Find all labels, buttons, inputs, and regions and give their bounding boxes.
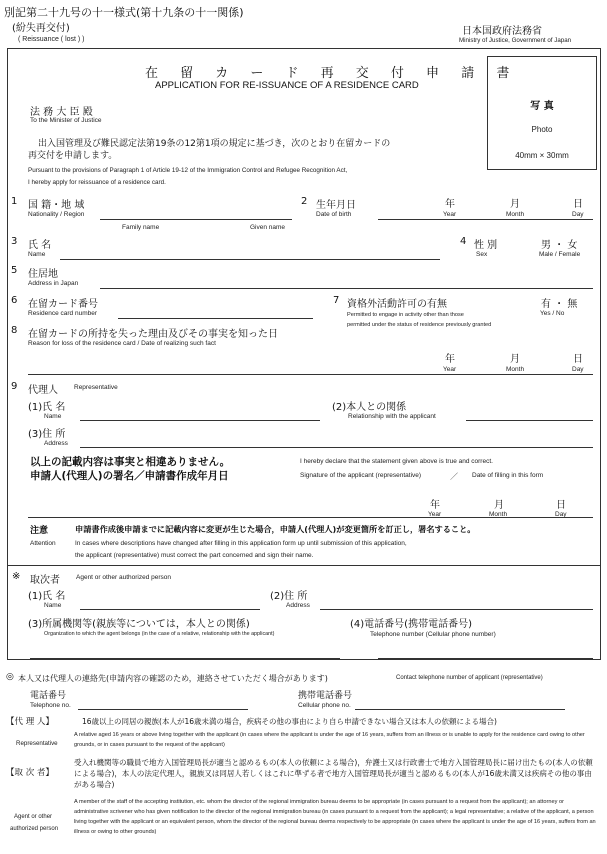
addressee-en: To the Minister of Justice (30, 117, 102, 124)
dob-day-en: Day (572, 211, 584, 218)
attention-en-2: the applicant (representative) must correct the part concerned and sign their name. (75, 552, 314, 559)
contact-mark: ◎ (6, 672, 14, 682)
note-agent-label-jp: 【取 次 者】 (6, 768, 54, 778)
field-3-number: 3 (11, 236, 18, 247)
agency-en: Ministry of Justice, Government of Japan (459, 37, 572, 44)
contact-phone-input[interactable] (78, 709, 248, 710)
dob-month-en: Month (506, 211, 525, 218)
sign-month-jp: 月 (494, 500, 504, 511)
card-number-input[interactable] (118, 318, 313, 319)
photo-label-en: Photo (531, 125, 553, 134)
agent-label-jp: 取次者 (30, 575, 60, 586)
agent-address-label-jp: (2)住 所 (270, 591, 308, 602)
family-name-label: Family name (122, 224, 160, 231)
agent-org-label-jp: (3)所属機関等(親族等については，本人との関係) (28, 619, 250, 630)
reason-month-jp: 月 (510, 354, 520, 365)
note-rep-jp: 16歳以上の同居の親族(本人が16歳未満の場合，疾病その他の事由により自ら申請できない場合又は本人の依頼による場合) (82, 717, 497, 726)
permission-options-jp[interactable]: 有 ・ 無 (541, 299, 578, 310)
declaration-en-slash: ／ (450, 472, 458, 481)
sign-year-jp: 年 (430, 500, 440, 511)
permission-options-en: Yes / No (540, 310, 565, 317)
attention-label-jp: 注意 (30, 526, 49, 536)
preamble-en-1: Pursuant to the provisions of Paragraph 1 of Article 19-12 of the Immigration Control and Refugee Recognition Act, (28, 167, 348, 174)
name-label-jp: 氏 名 (28, 240, 52, 251)
agent-address-input[interactable] (320, 609, 593, 610)
dob-input[interactable] (378, 219, 593, 220)
given-name-label: Given name (250, 224, 286, 231)
sex-label-en: Sex (476, 251, 488, 258)
permission-label-en-1: Permitted to engage in activity other than those (347, 312, 464, 318)
preamble-jp-1: 出入国管理及び難民認定法第19条の12第1項の規定に基づき，次のとおり在留カードの (38, 139, 391, 149)
address-label-jp: 住居地 (28, 269, 58, 280)
form-number: 別記第二十九号の十一様式(第十九条の十一関係) (4, 6, 244, 19)
declaration-en-2: Signature of the applicant (representative) (300, 472, 422, 479)
form-subtitle-en: ( Reissuance ( lost ) ) (18, 36, 85, 43)
note-agent-jp: 受入れ機関等の職員で地方入国管理局長が適当と認めるもの(本人の依頼による場合)，弁護士又は行政書士で地方入国管理局長に届け出たもの(本人の依頼による場合)，本人の法定代理人，親族又は同居人若しくはこれに準ずる者で地方入国管理局長が適当と認めるもの(本人が16歳未満又は疾病その他の事由がある場合) (74, 758, 593, 789)
agent-phone-label-en: Telephone number (Cellular phone number) (370, 631, 496, 638)
dob-label-en: Date of birth (316, 211, 352, 218)
sign-day-jp: 日 (556, 500, 566, 511)
rep-name-input[interactable] (80, 420, 320, 421)
field-5-number: 5 (11, 265, 18, 276)
contact-label-en: Contact telephone number of applicant (representative) (396, 675, 543, 681)
field-1-number: 1 (11, 196, 18, 207)
note-agent-label-en-1: Agent or other (14, 814, 53, 820)
address-label-en: Address in Japan (28, 280, 79, 287)
dob-label-jp: 生年月日 (316, 200, 356, 211)
sign-day-en: Day (555, 511, 567, 518)
nationality-input[interactable] (100, 219, 292, 220)
field-2-number: 2 (301, 196, 308, 207)
field-8-number: 8 (11, 325, 18, 336)
form-title-en: APPLICATION FOR RE-ISSUANCE OF A RESIDENCE CARD (155, 80, 419, 91)
rep-name-label-en: Name (44, 413, 62, 420)
reason-day-jp: 日 (573, 354, 583, 365)
rep-relationship-input[interactable] (466, 420, 593, 421)
reason-input[interactable] (28, 374, 593, 375)
contact-phone-label-jp: 電話番号 (30, 691, 67, 701)
representative-label-jp: 代理人 (28, 385, 58, 396)
agent-phone-label-jp: (4)電話番号(携帯電話番号) (350, 619, 472, 630)
representative-label-en: Representative (74, 384, 118, 391)
dob-year-jp: 年 (445, 199, 455, 210)
rep-address-label-en: Address (44, 440, 68, 447)
declaration-jp-1: 以上の記載内容は事実と相違ありません。 (30, 456, 231, 468)
note-agent-en: A member of the staff of the accepting institution, etc. whom the director of the regional immigration bureau deems to be appropriate (in cases pursuant to a request from the applicant); an attorney or administrative scrivener who has given notification to the director of the regional immigration bureau (in cases pursuant to a request from the applicant); a legal representative; a relative of the applicant, a person living together with the applicant or an equivalent person, whom the director of the regional bureau deems respectively to be appropriate (in cases where the applicant is under the age of 16 years, suffers from an illness or owing to other grounds) (74, 799, 596, 835)
contact-phone-label-en: Telephone no. (30, 702, 71, 709)
address-input[interactable] (100, 288, 593, 289)
addressee-jp: 法 務 大 臣 殿 (30, 107, 93, 118)
sex-label-jp: 性 別 (474, 240, 498, 251)
card-number-label-jp: 在留カード番号 (28, 299, 98, 310)
agent-phone-input[interactable] (378, 658, 593, 659)
declaration-jp-2: 申請人(代理人)の署名／申請書作成年月日 (30, 470, 229, 482)
agent-address-label-en: Address (286, 602, 310, 609)
attention-label-en: Attention (30, 540, 56, 547)
contact-cell-label-en: Cellular phone no. (298, 702, 351, 709)
photo-label-jp: 写 真 (530, 101, 554, 112)
reason-year-en: Year (443, 366, 457, 373)
sex-options-jp[interactable]: 男 ・ 女 (541, 240, 578, 251)
rep-name-label-jp: (1)氏 名 (28, 402, 66, 413)
dob-day-jp: 日 (573, 199, 583, 210)
name-label-en: Name (28, 251, 46, 258)
agent-label-en: Agent or other authorized person (76, 574, 172, 581)
nationality-label-jp: 国 籍・地 域 (28, 200, 85, 211)
rep-address-input[interactable] (80, 447, 593, 448)
rep-relationship-label-en: Relationship with the applicant (348, 413, 436, 420)
note-rep-label-en: Representative (16, 740, 58, 747)
agent-name-label-en: Name (44, 602, 62, 609)
attention-en-1: In cases where descriptions have changed after filling in this application form up until submission of this application, (75, 540, 407, 547)
sign-year-en: Year (428, 511, 442, 518)
agent-divider (7, 565, 601, 566)
name-input[interactable] (60, 259, 440, 260)
agent-name-input[interactable] (80, 609, 260, 610)
preamble-jp-2: 再交付を申請します。 (28, 151, 118, 161)
permission-label-en-2: permitted under the status of residence previously granted (347, 322, 492, 328)
agent-org-input[interactable] (30, 658, 340, 659)
field-7-number: 7 (333, 295, 340, 306)
field-6-number: 6 (11, 295, 18, 306)
photo-size: 40mm × 30mm (515, 151, 569, 160)
declaration-en-3: Date of filling in this form (472, 472, 544, 479)
reason-month-en: Month (506, 366, 525, 373)
agent-org-label-en: Organization to which the agent belongs (in the case of a relative, relationship with the applicant) (44, 631, 275, 637)
reason-label-en: Reason for loss of the residence card / Date of realizing such fact (28, 340, 216, 347)
signature-input[interactable] (28, 517, 593, 518)
nationality-label-en: Nationality / Region (28, 211, 85, 218)
agent-mark: ※ (12, 571, 21, 582)
rep-address-label-jp: (3)住 所 (28, 429, 66, 440)
attention-jp: 申請書作成後申請までに記載内容に変更が生じた場合，申請人(代理人)が変更箇所を訂正し，署名すること。 (75, 524, 476, 534)
contact-cell-label-jp: 携帯電話番号 (298, 691, 353, 701)
permission-label-jp: 資格外活動許可の有無 (347, 299, 447, 310)
reason-label-jp: 在留カードの所持を失った理由及びその事実を知った日 (28, 329, 278, 340)
contact-cell-input[interactable] (355, 709, 565, 710)
field-4-number: 4 (460, 236, 467, 247)
dob-year-en: Year (443, 211, 457, 218)
sex-options-en: Male / Female (539, 251, 581, 258)
card-number-label-en: Residence card number (28, 310, 98, 317)
agency-jp: 日本国政府法務省 (462, 26, 542, 37)
note-agent-label-en-2: authorized person (10, 826, 59, 832)
declaration-en-1: I hereby declare that the statement given above is true and correct. (300, 458, 493, 465)
photo-box (487, 56, 597, 170)
form-title-jp: 在 留 カ ー ド 再 交 付 申 請 書 (145, 66, 519, 81)
note-rep-label-jp: 【代 理 人】 (6, 717, 54, 727)
note-rep-en: A relative aged 16 years or above living together with the applicant (in cases where the applicant is under the age of 16 years, suffers from an illness or is unable to apply for the residence card owing to other grounds, or in cases pursuant to the request of the applicant) (74, 732, 585, 748)
sign-month-en: Month (489, 511, 508, 518)
dob-month-jp: 月 (510, 199, 520, 210)
agent-name-label-jp: (1)氏 名 (28, 591, 66, 602)
rep-relationship-label-jp: (2)本人との関係 (332, 402, 407, 413)
reason-year-jp: 年 (445, 354, 455, 365)
preamble-en-2: I hereby apply for reissuance of a residence card. (28, 179, 166, 186)
reason-day-en: Day (572, 366, 584, 373)
form-subtitle-jp: (紛失再交付) (12, 23, 70, 34)
contact-label-jp: 本人又は代理人の連絡先(申請内容の確認のため，連絡させていただく場合があります) (18, 674, 328, 683)
field-9-number: 9 (11, 381, 18, 392)
